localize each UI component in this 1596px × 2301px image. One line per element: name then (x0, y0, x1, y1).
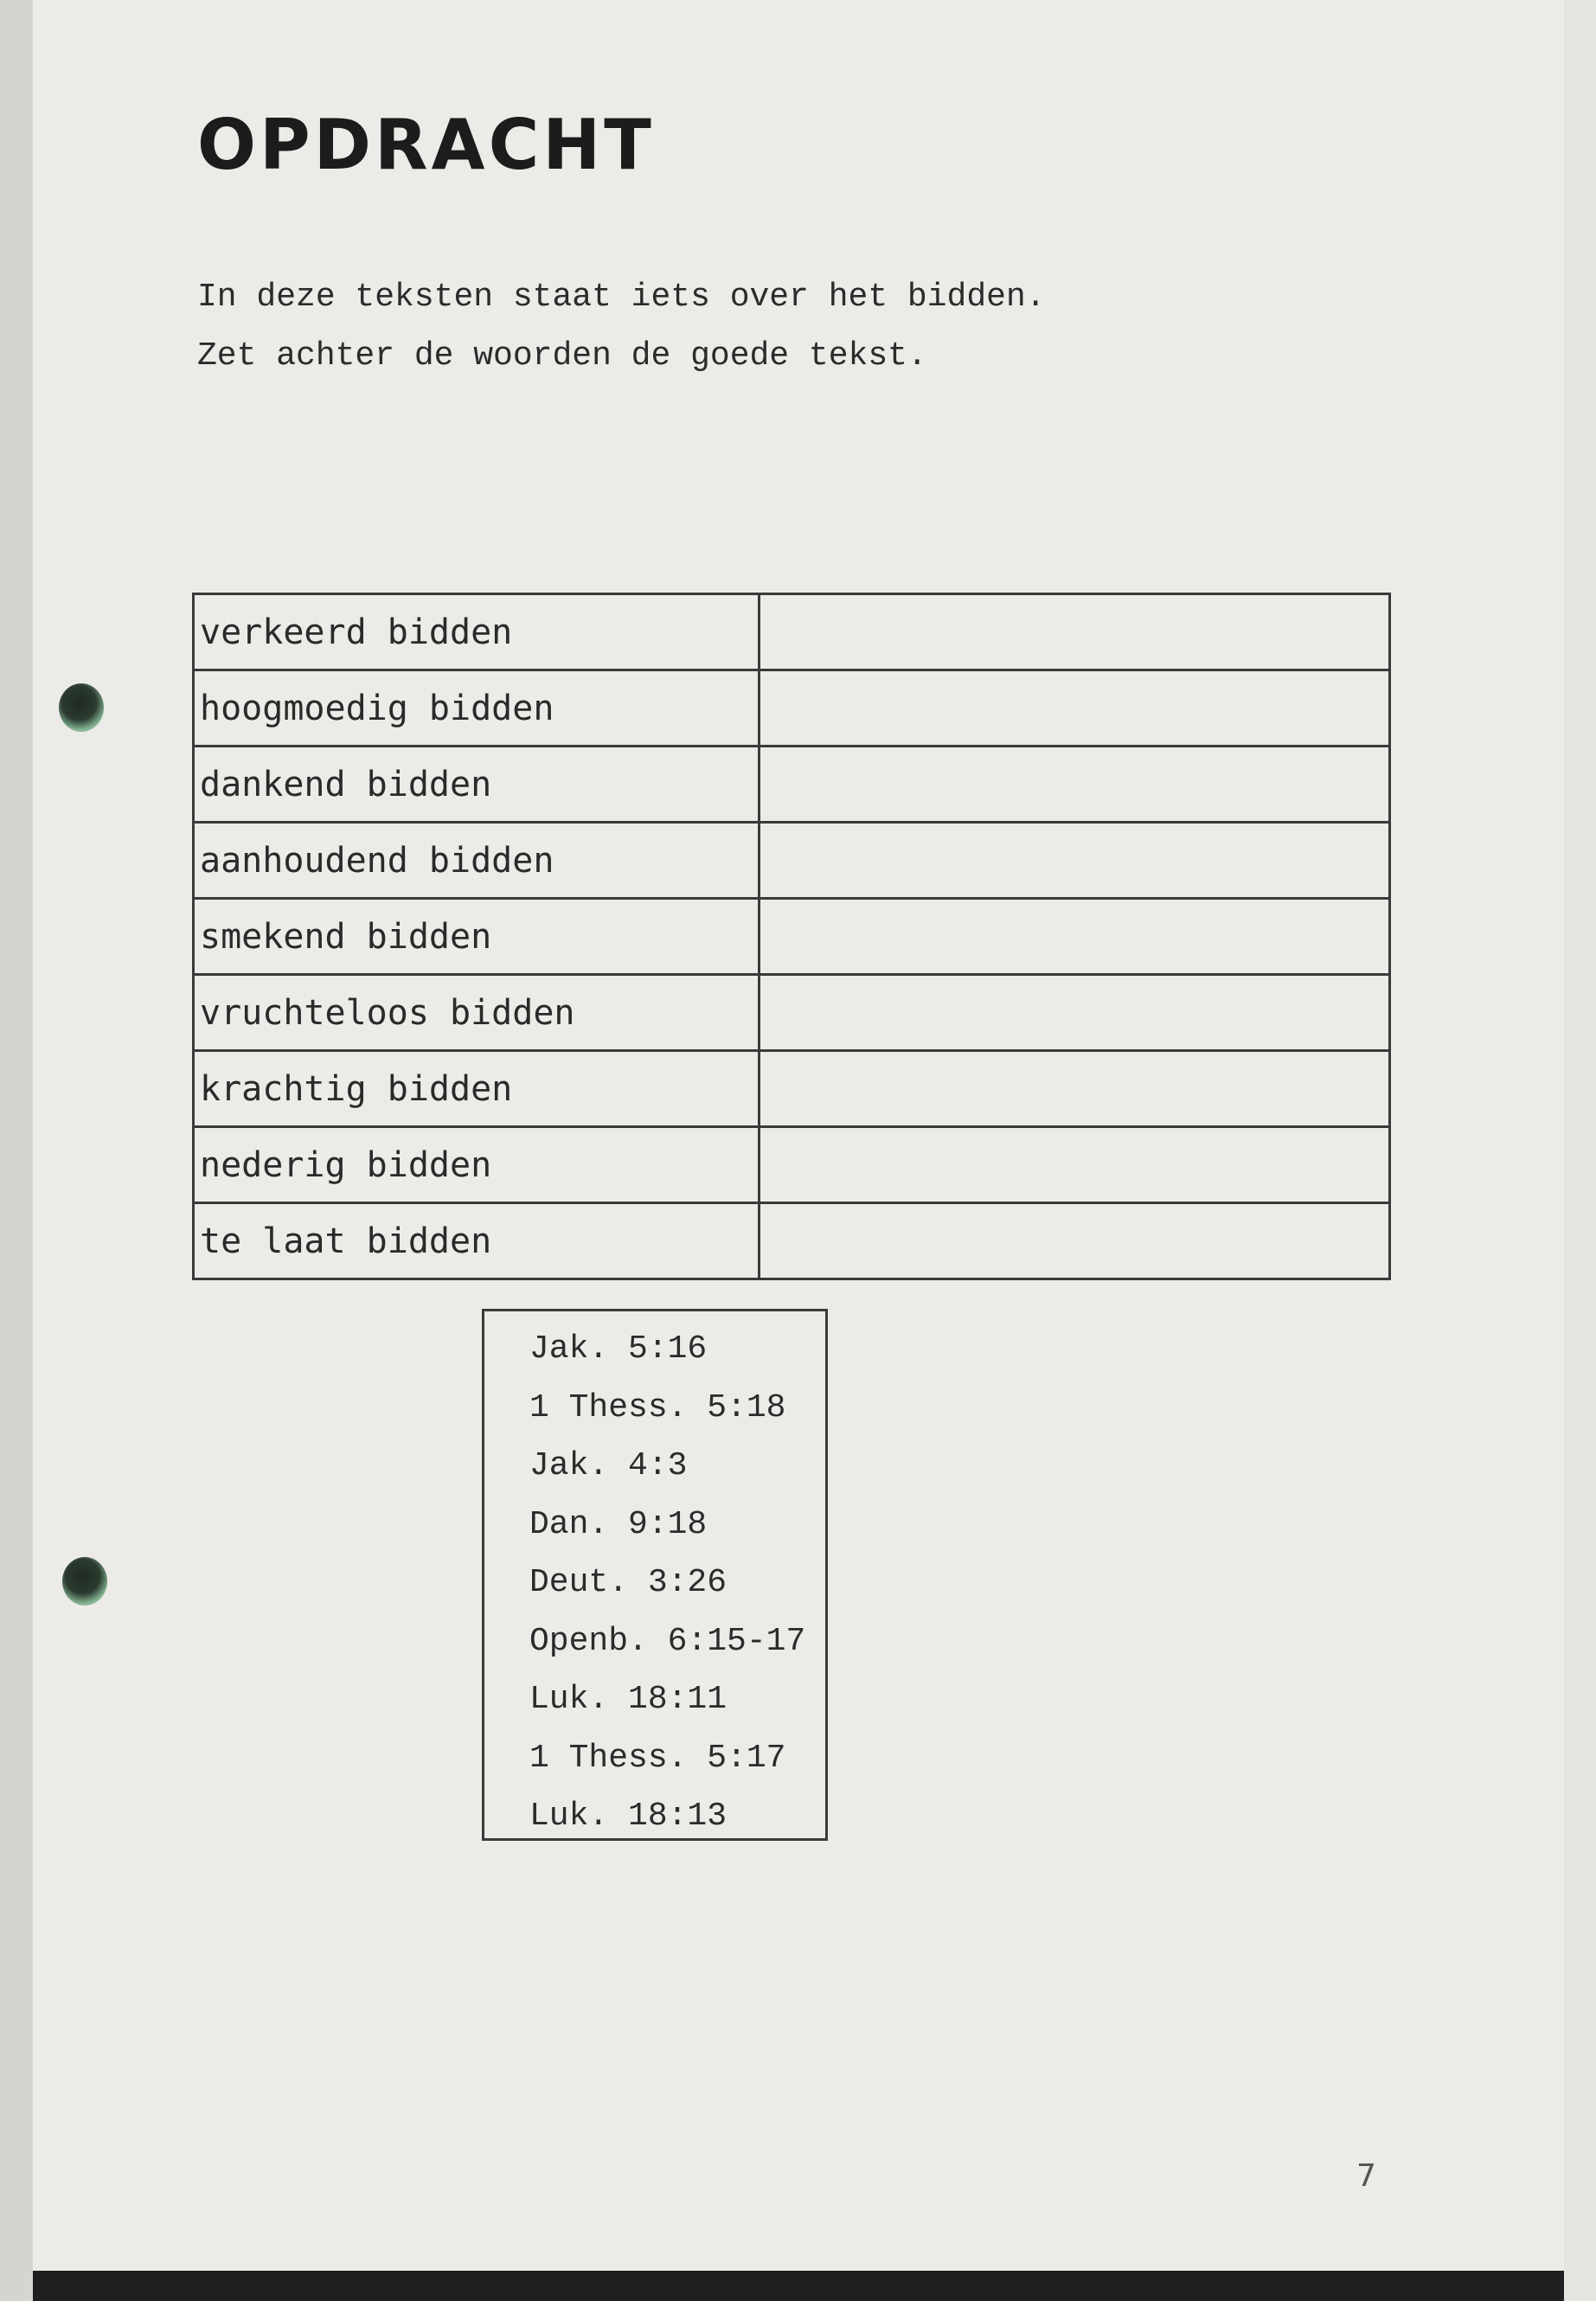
page-number: 7 (1356, 2158, 1376, 2194)
row-label: dankend bidden (194, 747, 760, 823)
row-label: smekend bidden (194, 899, 760, 975)
reference-item: Deut. 3:26 (529, 1564, 727, 1601)
row-label: hoogmoedig bidden (194, 670, 760, 747)
answer-cell[interactable] (760, 823, 1390, 899)
table-row (194, 1051, 1390, 1127)
answer-cell[interactable] (760, 670, 1390, 747)
matching-table (192, 593, 1391, 1280)
reference-item: Jak. 5:16 (529, 1330, 708, 1368)
reference-item: Jak. 4:3 (529, 1447, 688, 1484)
answer-cell[interactable] (760, 1051, 1390, 1127)
punch-hole-top (59, 683, 104, 732)
table-row (194, 823, 1390, 899)
instruction-line-1: In deze teksten staat iets over het bidden. (197, 279, 1046, 316)
answer-cell[interactable] (760, 1127, 1390, 1203)
row-label: aanhoudend bidden (194, 823, 760, 899)
table-row (194, 1127, 1390, 1203)
row-label: krachtig bidden (194, 1051, 760, 1127)
page-title: OPDRACHT (197, 105, 655, 185)
table-row (194, 670, 1390, 747)
table-row (194, 747, 1390, 823)
reference-item: Openb. 6:15-17 (529, 1622, 806, 1660)
table-row (194, 975, 1390, 1051)
punch-hole-bottom (62, 1557, 107, 1606)
table-row (194, 594, 1390, 670)
reference-item: Dan. 9:18 (529, 1505, 708, 1543)
reference-item: Luk. 18:13 (529, 1798, 727, 1835)
row-label: vruchteloos bidden (194, 975, 760, 1051)
table-row (194, 1203, 1390, 1279)
reference-item: 1 Thess. 5:18 (529, 1388, 786, 1426)
reference-list (482, 1309, 828, 1841)
row-label: nederig bidden (194, 1127, 760, 1203)
answer-cell[interactable] (760, 975, 1390, 1051)
answer-cell[interactable] (760, 899, 1390, 975)
reference-item: 1 Thess. 5:17 (529, 1739, 786, 1777)
row-label: verkeerd bidden (194, 594, 760, 670)
answer-cell[interactable] (760, 1203, 1390, 1279)
instruction-line-2: Zet achter de woorden de goede tekst. (197, 337, 927, 375)
answer-cell[interactable] (760, 747, 1390, 823)
page-edge-left (0, 0, 33, 2301)
reference-item: Luk. 18:11 (529, 1681, 727, 1718)
instructions (197, 268, 1046, 386)
page-edge-right (1564, 0, 1596, 2301)
answer-cell[interactable] (760, 594, 1390, 670)
bottom-edge (33, 2271, 1564, 2301)
table-row (194, 899, 1390, 975)
row-label: te laat bidden (194, 1203, 760, 1279)
